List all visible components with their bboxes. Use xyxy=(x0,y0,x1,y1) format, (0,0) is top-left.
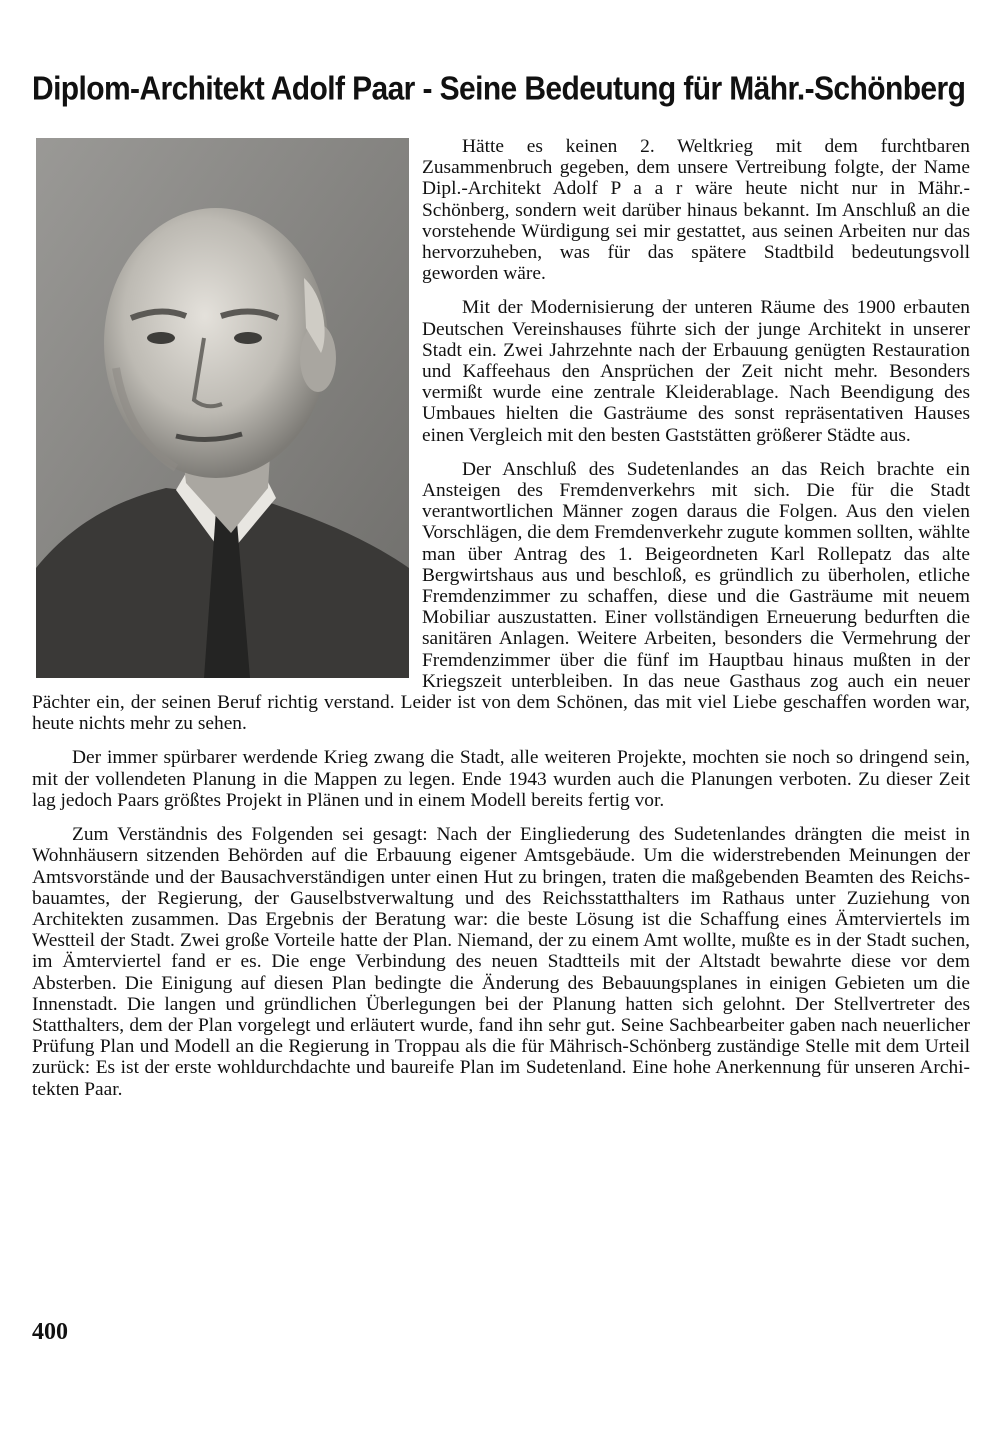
paragraph-2: Mit der Modernisierung der unteren Räume des 1900 erbauten Deutschen Vereinshauses führte sich der junge Architekt in unserer Stadt ein. Zwei Jahrzehnte nach der Erbauung genügten Restauration und Kaffeehaus den Ansprüchen der Zeit nicht mehr. Besonders vermißt wurde eine zentrale Kleiderablage. Nach Beendigung des Umbaues hielten die Gasträume des sonst repräsentativen Hauses einen Vergleich mit den besten Gaststätten größerer Städte aus. xyxy=(422,297,970,446)
article-body xyxy=(32,136,970,1113)
article-title: Diplom-Architekt Adolf Paar - Seine Bedeutung für Mähr.-Schönberg xyxy=(32,70,966,108)
page-number: 400 xyxy=(32,1319,68,1345)
paragraph-3: Der Anschluß des Sudetenlandes an das Reich brachte ein Ansteigen des Fremdenverkehrs mit sich. Die für die Stadt verantwortlichen Männer zogen daraus die Folgen. Aus den vielen Vorschlägen, die dem Fremdenverkehr zugute kommen sollten, wählte man über Antrag des 1. Beigeordneten Karl Rollepatz das alte Bergwirtshaus aus und beschloß, es gründlich zu überholen, etliche Fremdenzimmer zu schaffen, diese und die Gasträume mit neuem Mobiliar auszustatten. Einer vollständigen Erneuerung bedurften die sanitären Anlagen. Weitere Arbeiten, besonders die Vermehrung der Fremdenzimmer über die fünf im Hauptbau hinaus mußten in der Kriegszeit unterbleiben. In das neue Gasthaus zog auch ein neuer Pächter ein, der seinen Beruf richtig verstand. Leider ist von dem Schönen, das mit viel Liebe geschaffen worden war, heute nichts mehr zu sehen. xyxy=(32,458,970,735)
paragraph-5: Zum Verständnis des Folgenden sei gesagt: Nach der Eingliederung des Sudetenlandes drängten die meist in Wohnhäusern sitzenden Behörden auf die Erbauung eigener Amtsgebäude. Um die widerstrebenden Meinungen der Amtsvorstände und der Bausachverständigen unter einen Hut zu bringen, traten die maßgebenden Beamten des Reichsbauamtes, der Regierung, der Gauselbstverwaltung und des Reichsstatthalters im Rathaus unter Zuziehung von Architekten zusammen. Das Ergebnis der Beratung war: die beste Lösung ist die Schaffung eines Ämterviertels im Westteil der Stadt. Zwei große Vorteile hatte der Plan. Niemand, der zu einem Amt wollte, mußte es in der Stadt suchen, im Ämterviertel fand er es. Die enge Verbindung des neuen Stadtteils mit der Altstadt bewahrte diese vor dem Absterben. Die Einigung auf diesen Plan bedingte die Änderung des Bebauungsplanes in einigen Gebieten um die Innenstadt. Die langen und gründlichen Überlegungen bei der Planung hatten sich gelohnt. Der Stellvertreter des Statthalters, dem der Plan vorgelegt und erläutert wurde, fand ihn sehr gut. Seine Sachbearbeiter gaben nach neuerlicher Prüfung Plan und Modell an die Regierung in Troppau als die für Mährisch-Schönberg zuständige Stelle mit dem Urteil zurück: Es ist der erste wohldurchdachte und baureife Plan im Sudetenland. Eine hohe Anerkennung für unseren Architekten Paar. xyxy=(32,824,970,1100)
paragraph-1: Hätte es keinen 2. Weltkrieg mit dem furchtbaren Zusammenbruch gegeben, dem unsere Vertreibung folgte, der Name Dipl.-Architekt Adolf P a a r wäre heute nicht nur in Mähr.-Schönberg, sondern weit darüber hinaus bekannt. Im Anschluß an die vorstehende Würdigung sei mir gestattet, aus seinen Arbeiten nur das hervorzuheben, was für das spätere Stadtbild bedeutungsvoll geworden wäre. xyxy=(422,136,970,285)
photo-wrap-space xyxy=(32,136,422,692)
paragraph-4: Der immer spürbarer werdende Krieg zwang die Stadt, alle weiteren Projekte, mochten sie noch so dringend sein, mit der vollendeten Planung in die Mappen zu legen. Ende 1943 wurden auch die Planungen verboten. Zu dieser Zeit lag jedoch Paars größtes Projekt in Plänen und in einem Modell bereits fertig vor. xyxy=(32,747,970,811)
